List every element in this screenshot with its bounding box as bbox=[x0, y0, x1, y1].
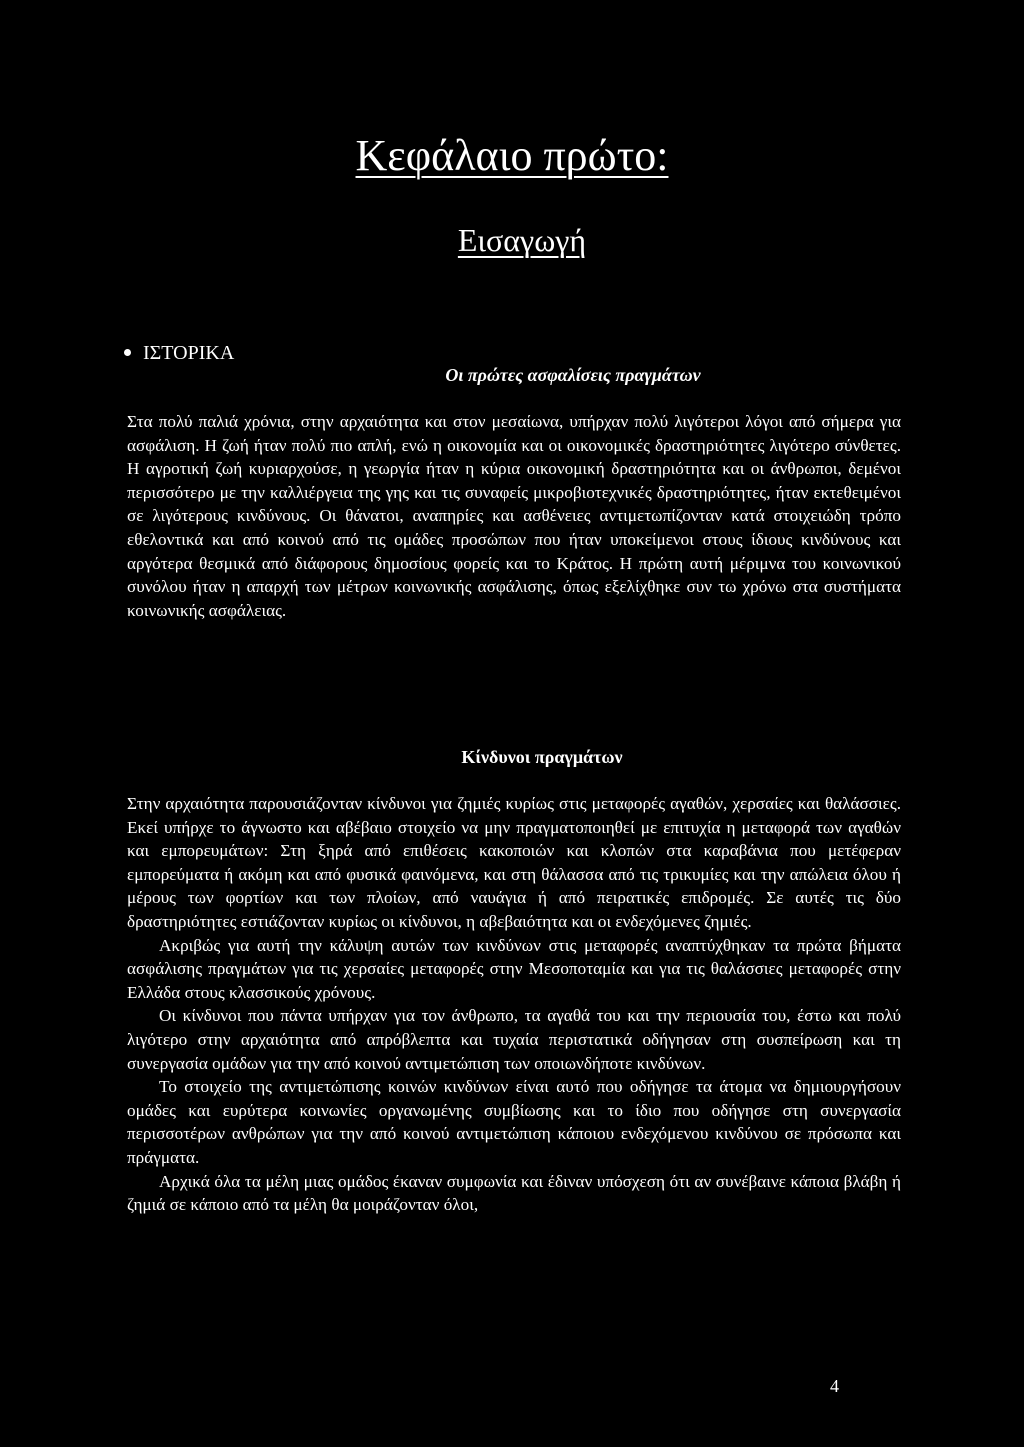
agreement-paragraph: Αρχικά όλα τα μέλη μιας ομάδος έκαναν συμφωνία και έδιναν υπόσχεση ότι αν συνέβαινε κάποια βλάβη ή ζημιά σε κάποιο από τα μέλη θα μοιράζονταν όλοι, bbox=[127, 1171, 901, 1215]
chapter-title: Κεφάλαιο πρώτο: bbox=[355, 131, 669, 180]
risks-paragraph: Στην αρχαιότητα παρουσιάζονταν κίνδυνοι για ζημιές κυρίως στις μεταφορές αγαθών, χερσαίες και θαλάσσιες. Εκεί υπήρχε το άγνωστο και αβέβαιο στοιχείο να μην πραγματοποιηθεί με επιτυχία η μεταφορά των αγαθών και εμπορευμάτων: Στη ξηρά από επιθέσεις κακοποιών και κλοπών στα καραβάνια που μετέφεραν εμπορεύματα ή ακόμη και από φυσικά φαινόμενα, και στη θάλασσα από τις τρικυμίες και την απώλεια όλου ή μέρους των φορτίων και των πλοίων, από ναυάγια ή από πειρατικές επιδρομές. Σε αυτές τις δύο δραστηριότητες εστιάζονταν κυρίως οι κίνδυνοι, η αβεβαιότητα και οι ενδεχόμενες ζημιές. bbox=[127, 794, 901, 931]
bullet-heading-text: ΙΣΤΟΡΙΚΑ bbox=[143, 342, 235, 364]
subheading-first-insurance: Οι πρώτες ασφαλίσεις πραγμάτων bbox=[445, 365, 701, 385]
bullet-heading bbox=[124, 340, 234, 366]
common-risk-paragraph: Το στοιχείο της αντιμετώπισης κοινών κινδύνων είναι αυτό που οδήγησε τα άτομα να δημιουργήσουν ομάδες και ευρύτερα κοινωνίες οργανωμένης συμβίωσης και το ίδιο που οδήγησε στη συνεργασία περισσοτέρων ανθρώπων για την από κοινού αντιμετώπιση κάποιου ενδεχόμενου κινδύνου σε πρόσωπα και πράγματα. bbox=[127, 1077, 901, 1167]
history-paragraph: Στα πολύ παλιά χρόνια, στην αρχαιότητα και στον μεσαίωνα, υπήρχαν πολύ λιγότεροι λόγοι από σήμερα για ασφάλιση. Η ζωή ήταν πολύ πιο απλή, ενώ η οικονομία και οι οικονομικές δραστηριότητες λιγότερο σύνθετες. Η αγροτική ζωή κυριαρχούσε, η γεωργία ήταν η κύρια οικονομική δραστηριότητα και οι άνθρωποι, δεμένοι περισσότερο με την καλλιέργεια της γης και τις συναφείς μικροβιοτεχνικές δραστηριότητες, ήταν εκτεθειμένοι σε λιγότερους κινδύνους. Οι θάνατοι, αναπηρίες και ασθένειες αντιμετωπίζονταν κατά στοιχειώδη τρόπο εθελοντικά και από κοινού από τις ομάδες προσώπων που ήταν υποκείμενοι στους ίδιους κινδύνους και αργότερα θεσμικά από διάφορους δημοσίους φορείς και το Κράτος. Η πρώτη αυτή μέριμνα του κοινωνικού συνόλου ήταν η απαρχή των μέτρων κοινωνικής ασφάλισης, όπως εξελίχθηκε συν τω χρόνω στα συστήματα κοινωνικής ασφάλειας. bbox=[127, 412, 901, 620]
coverage-paragraph: Ακριβώς για αυτή την κάλυψη αυτών των κινδύνων στις μεταφορές αναπτύχθηκαν τα πρώτα βήματα ασφάλισης πραγμάτων για τις χερσαίες μεταφορές στην Μεσοποταμία και για τις θαλάσσιες μεταφορές στην Ελλάδα στους κλασσικούς χρόνους. bbox=[127, 935, 901, 1002]
bullet-icon bbox=[124, 349, 131, 356]
page-number: 4 bbox=[830, 1376, 839, 1396]
section-title: Εισαγωγή bbox=[457, 222, 587, 258]
cooperation-paragraph: Οι κίνδυνοι που πάντα υπήρχαν για τον άνθρωπο, τα αγαθά του και την περιουσία του, έστω και πολύ λιγότερο στην αρχαιότητα από απρόβλεπτα και τυχαία περιστατικά οδήγησαν στη συσπείρωση και τη συνεργασία ομάδων για την από κοινού αντιμετώπιση των οποιωνδήποτε κινδύνων. bbox=[127, 1006, 901, 1073]
risks-section-body bbox=[127, 792, 901, 1217]
subheading-property-risks: Κίνδυνοι πραγμάτων bbox=[461, 747, 623, 767]
